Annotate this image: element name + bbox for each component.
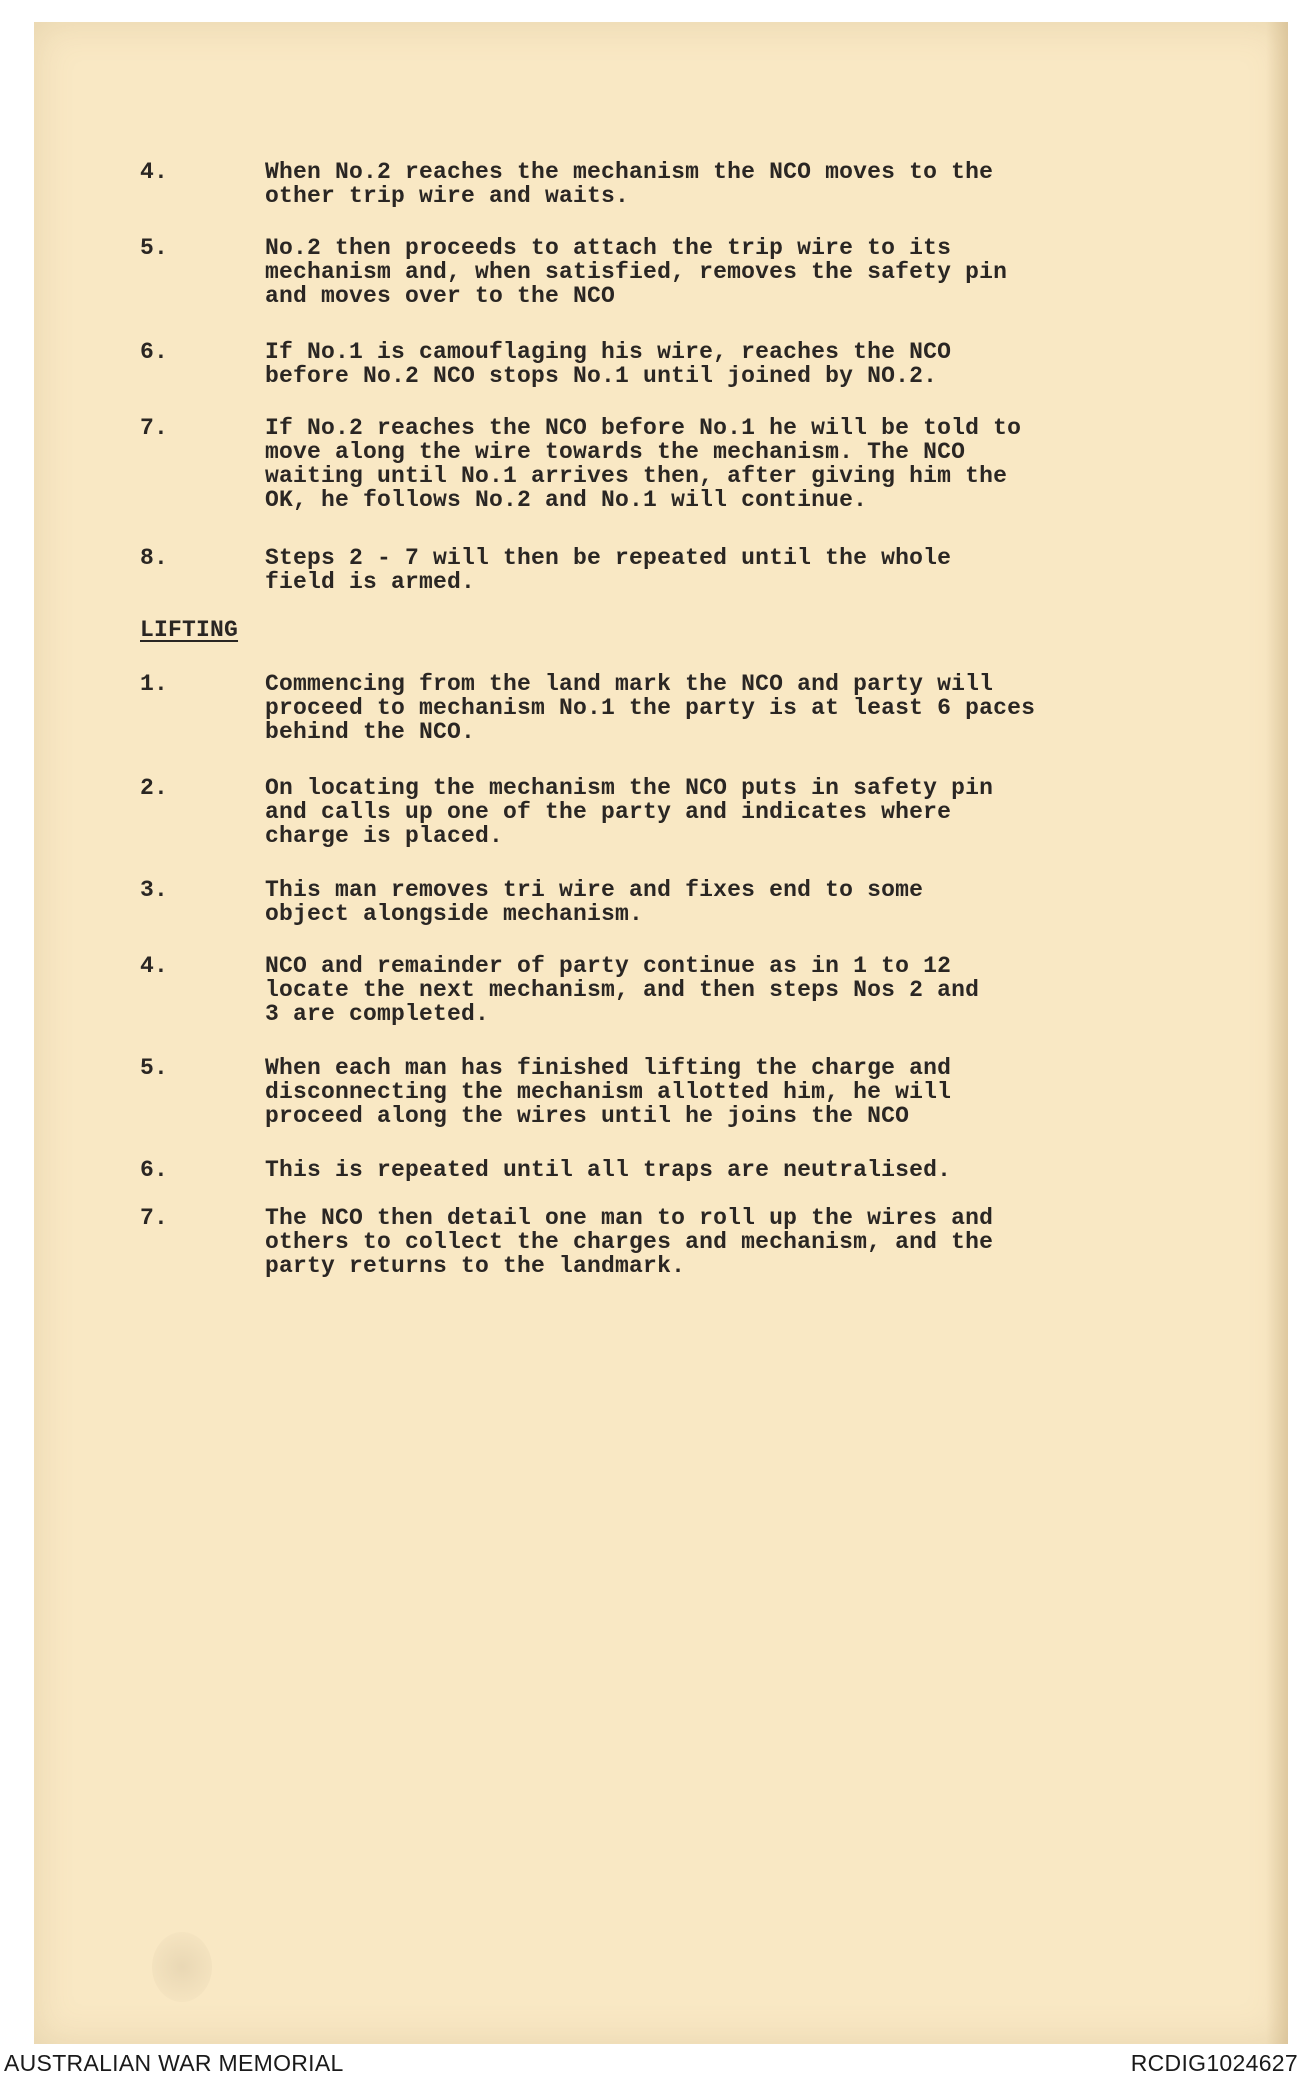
footer-record-id: RCDIG1024627 bbox=[1130, 2050, 1298, 2076]
item-number: 4. bbox=[140, 953, 169, 979]
item-text: This man removes tri wire and fixes end to some object alongside mechanism. bbox=[265, 877, 924, 927]
item-number: 5. bbox=[140, 235, 169, 261]
item-text: If No.1 is camouflaging his wire, reaches the NCO before No.2 NCO stops No.1 until joined by NO.2. bbox=[265, 339, 952, 389]
item-text: Commencing from the land mark the NCO and party will proceed to mechanism No.1 the party is at least 6 paces behind the NCO. bbox=[265, 671, 1036, 745]
item-text: When No.2 reaches the mechanism the NCO moves to the other trip wire and waits. bbox=[265, 159, 994, 209]
item-text: No.2 then proceeds to attach the trip wire to its mechanism and, when satisfied, removes the safety pin and moves over to the NCO bbox=[265, 235, 1008, 309]
item-number: 1. bbox=[140, 671, 169, 697]
item-number: 7. bbox=[140, 1205, 169, 1231]
item-text: This is repeated until all traps are neutralised. bbox=[265, 1157, 952, 1183]
item-number: 6. bbox=[140, 339, 169, 365]
item-text: Steps 2 - 7 will then be repeated until the whole field is armed. bbox=[265, 545, 952, 595]
item-text: If No.2 reaches the NCO before No.1 he will be told to move along the wire towards the mechanism. The NCO waiting until No.1 arrives then, after giving him the OK, he follows No.2 and No.1 will continue. bbox=[265, 415, 1022, 513]
item-text: When each man has finished lifting the charge and disconnecting the mechanism allotted him, he will proceed along the wires until he joins the NCO bbox=[265, 1055, 952, 1129]
footer-institution: AUSTRALIAN WAR MEMORIAL bbox=[4, 2050, 344, 2076]
item-number: 6. bbox=[140, 1157, 169, 1183]
item-number: 8. bbox=[140, 545, 169, 571]
item-number: 4. bbox=[140, 159, 169, 185]
item-number: 2. bbox=[140, 775, 169, 801]
item-number: 7. bbox=[140, 415, 169, 441]
item-number: 5. bbox=[140, 1055, 169, 1081]
section-heading-lifting: LIFTING bbox=[140, 617, 239, 643]
item-text: On locating the mechanism the NCO puts in safety pin and calls up one of the party and indicates where charge is placed. bbox=[265, 775, 994, 849]
item-text: The NCO then detail one man to roll up the wires and others to collect the charges and mechanism, and the party returns to the landmark. bbox=[265, 1205, 994, 1279]
item-number: 3. bbox=[140, 877, 169, 903]
item-text: NCO and remainder of party continue as in 1 to 12 locate the next mechanism, and then steps Nos 2 and 3 are completed. bbox=[265, 953, 980, 1027]
